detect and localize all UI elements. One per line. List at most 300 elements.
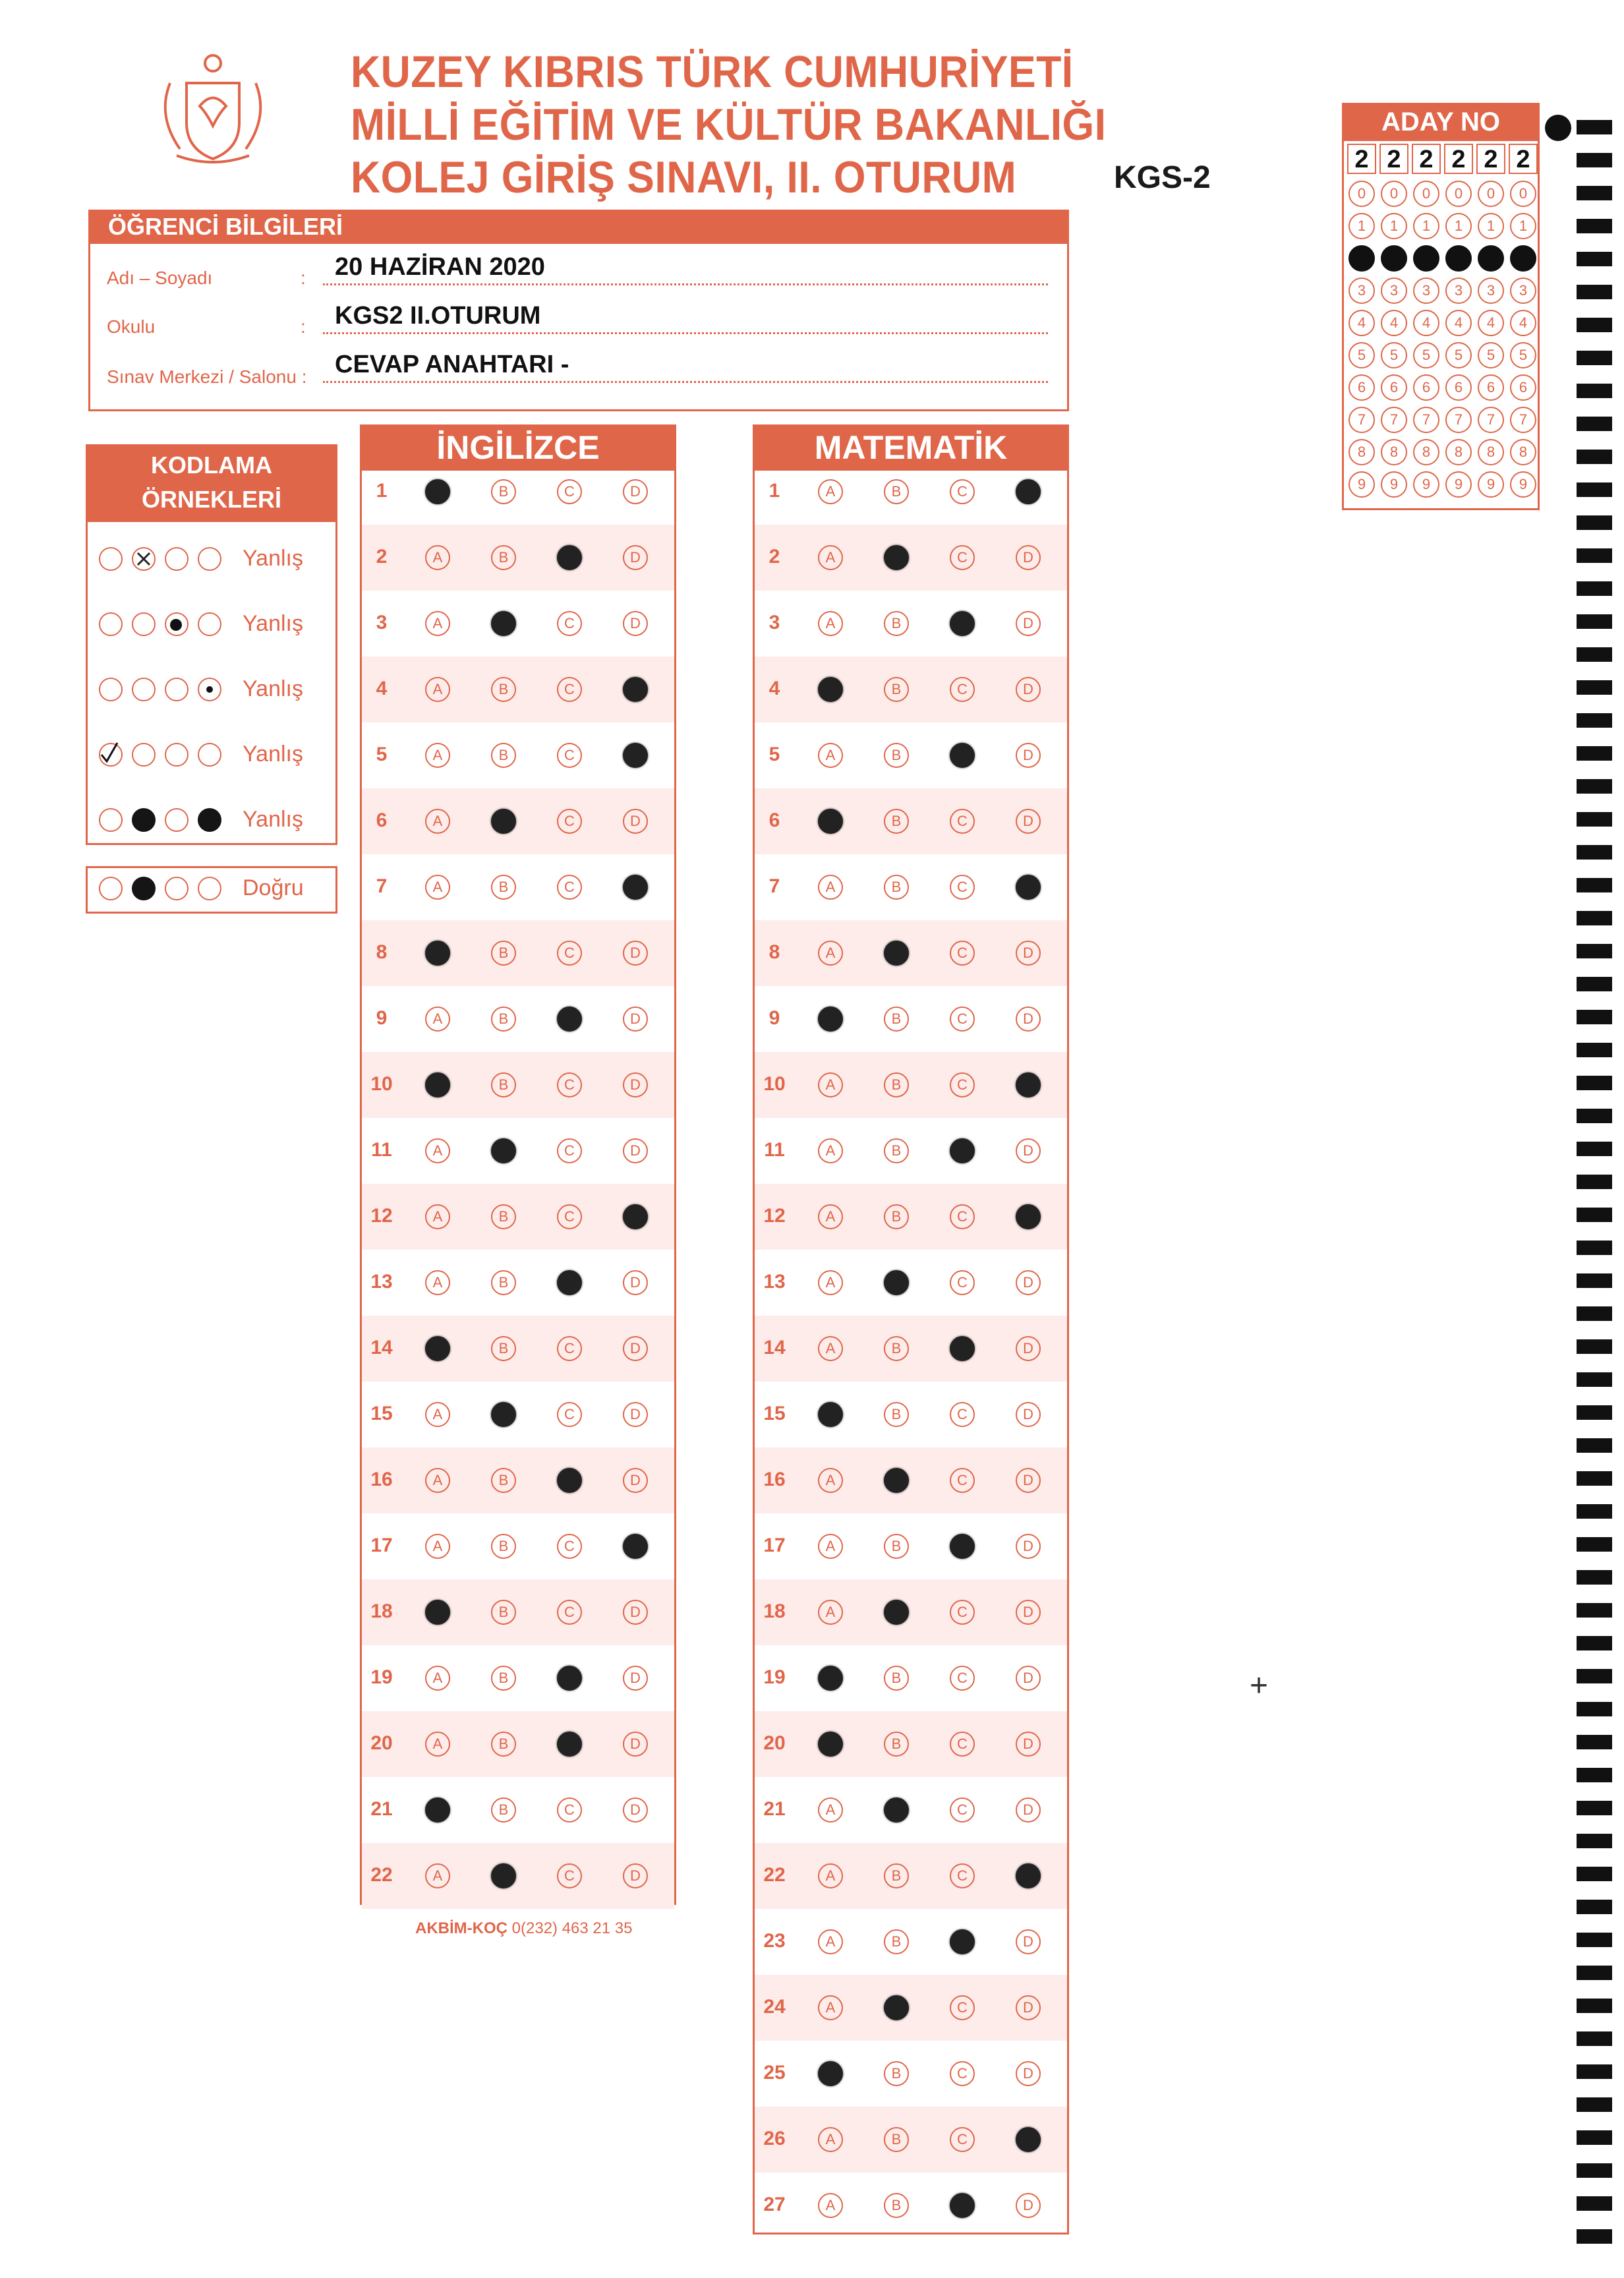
answer-bubble-c[interactable] (950, 1138, 975, 1163)
answer-bubble-c[interactable]: C (950, 677, 975, 702)
candidate-digit-bubble[interactable]: 3 (1445, 277, 1472, 304)
answer-bubble-a[interactable] (818, 1732, 843, 1757)
answer-bubble-b[interactable]: B (491, 1732, 516, 1757)
answer-bubble-c[interactable]: C (557, 1138, 582, 1163)
candidate-digit-bubble[interactable]: 8 (1381, 439, 1407, 465)
answer-bubble-c[interactable]: C (950, 1204, 975, 1229)
candidate-digit-bubble[interactable]: 0 (1348, 181, 1375, 207)
answer-bubble-c[interactable]: C (557, 809, 582, 834)
answer-bubble-d[interactable]: D (1016, 611, 1041, 636)
question-number: 7 (768, 875, 780, 897)
answer-bubble-c[interactable]: C (950, 1468, 975, 1493)
answer-bubble-d[interactable]: D (1016, 1797, 1041, 1823)
answer-bubble-a[interactable]: A (425, 1402, 450, 1427)
answer-bubble-c[interactable]: C (557, 1863, 582, 1888)
answer-bubble-c[interactable]: C (950, 941, 975, 966)
answer-bubble-b[interactable]: B (491, 1534, 516, 1559)
answer-bubble-b[interactable]: B (491, 1336, 516, 1361)
answer-bubble-b[interactable]: B (884, 1007, 909, 1032)
answer-bubble-b[interactable] (884, 941, 909, 966)
answer-bubble-a[interactable]: A (425, 875, 450, 900)
math-question-row (755, 1316, 1067, 1382)
answer-bubble-d[interactable]: D (623, 1666, 648, 1691)
candidate-digit-bubble[interactable] (1478, 245, 1504, 272)
candidate-digit-bubble[interactable]: 1 (1413, 213, 1439, 239)
answer-bubble-a[interactable]: A (818, 875, 843, 900)
candidate-digit-bubble[interactable]: 4 (1478, 310, 1504, 336)
question-number: 22 (370, 1864, 393, 1886)
question-number: 10 (763, 1073, 786, 1095)
candidate-digit-bubble[interactable]: 9 (1381, 471, 1407, 498)
answer-bubble-a[interactable] (818, 1402, 843, 1427)
answer-bubble-c[interactable]: C (557, 677, 582, 702)
question-number: 16 (370, 1469, 393, 1490)
answer-bubble-c[interactable]: C (950, 1863, 975, 1888)
answer-bubble-b[interactable]: B (491, 1204, 516, 1229)
answer-bubble-d[interactable]: D (623, 1732, 648, 1757)
answer-bubble-a[interactable] (425, 941, 450, 966)
answer-bubble-c[interactable]: C (557, 479, 582, 504)
candidate-digit-bubble[interactable]: 4 (1348, 310, 1375, 336)
answer-bubble-c[interactable] (557, 1007, 582, 1032)
answer-bubble-b[interactable]: B (884, 1336, 909, 1361)
answer-bubble-c[interactable]: C (950, 2127, 975, 2152)
answer-bubble-b[interactable] (491, 809, 516, 834)
title-line-2: MİLLİ EĞİTİM VE KÜLTÜR BAKANLIĞI (351, 100, 1107, 150)
candidate-digit-bubble[interactable]: 6 (1510, 374, 1536, 401)
answer-bubble-c[interactable] (950, 2193, 975, 2218)
answer-bubble-a[interactable] (425, 1072, 450, 1097)
name-field[interactable]: 20 HAZİRAN 2020 (335, 253, 545, 281)
answer-bubble-d[interactable]: D (623, 1072, 648, 1097)
answer-bubble-c[interactable]: C (950, 1797, 975, 1823)
answer-bubble-b[interactable] (884, 1468, 909, 1493)
math-question-row (755, 2107, 1067, 2173)
answer-bubble-d[interactable]: D (623, 1863, 648, 1888)
answer-bubble-d[interactable]: D (623, 1600, 648, 1625)
answer-bubble-c[interactable]: C (557, 941, 582, 966)
answer-bubble-d[interactable]: D (1016, 1600, 1041, 1625)
answer-bubble-d[interactable] (623, 1534, 648, 1559)
answer-bubble-d[interactable]: D (623, 545, 648, 570)
answer-bubble-b[interactable]: B (491, 1270, 516, 1295)
answer-bubble-b[interactable]: B (491, 941, 516, 966)
candidate-digit-bubble[interactable] (1510, 245, 1536, 272)
candidate-digit-bubble[interactable]: 9 (1510, 471, 1536, 498)
answer-bubble-d[interactable]: D (1016, 941, 1041, 966)
example-bubble-empty (198, 743, 221, 767)
center-field[interactable]: CEVAP ANAHTARI - (335, 351, 569, 378)
answer-bubble-a[interactable]: A (818, 2127, 843, 2152)
answer-bubble-b[interactable]: B (491, 1007, 516, 1032)
candidate-digit-bubble[interactable]: 3 (1348, 277, 1375, 304)
candidate-digit-bubble[interactable]: 9 (1478, 471, 1504, 498)
answer-bubble-a[interactable]: A (818, 1468, 843, 1493)
candidate-digit-bubble[interactable]: 6 (1381, 374, 1407, 401)
answer-bubble-d[interactable]: D (1016, 1929, 1041, 1954)
answer-bubble-c[interactable]: C (557, 1600, 582, 1625)
candidate-digit-bubble[interactable]: 3 (1381, 277, 1407, 304)
candidate-digit-bubble[interactable]: 5 (1445, 342, 1472, 368)
answer-bubble-a[interactable]: A (818, 545, 843, 570)
answer-bubble-a[interactable]: A (818, 743, 843, 768)
answer-bubble-c[interactable]: C (950, 1732, 975, 1757)
candidate-digit-bubble[interactable]: 8 (1413, 439, 1439, 465)
math-question-row (755, 1777, 1067, 1843)
candidate-digit-bubble[interactable]: 0 (1445, 181, 1472, 207)
answer-bubble-c[interactable] (950, 611, 975, 636)
answer-bubble-d[interactable] (1016, 1072, 1041, 1097)
answer-bubble-d[interactable]: D (623, 1007, 648, 1032)
timing-mark (1577, 944, 1612, 958)
answer-bubble-c[interactable]: C (950, 875, 975, 900)
crest-icon (150, 44, 276, 169)
answer-bubble-a[interactable]: A (425, 677, 450, 702)
answer-bubble-a[interactable]: A (818, 1534, 843, 1559)
answer-bubble-a[interactable]: A (818, 1929, 843, 1954)
answer-bubble-a[interactable]: A (425, 545, 450, 570)
answer-bubble-a[interactable] (425, 479, 450, 504)
english-question-row (362, 986, 674, 1052)
answer-bubble-d[interactable]: D (623, 1138, 648, 1163)
answer-bubble-b[interactable] (491, 1138, 516, 1163)
question-number: 7 (376, 875, 388, 897)
question-number: 17 (370, 1534, 393, 1556)
answer-bubble-d[interactable] (1016, 479, 1041, 504)
answer-bubble-a[interactable]: A (425, 1204, 450, 1229)
candidate-digit-bubble[interactable]: 8 (1445, 439, 1472, 465)
candidate-digit-box[interactable]: 2 (1379, 144, 1408, 174)
candidate-digit-bubble[interactable]: 7 (1413, 407, 1439, 433)
english-question-row (362, 788, 674, 854)
answer-bubble-b[interactable] (884, 545, 909, 570)
answer-bubble-a[interactable]: A (425, 1138, 450, 1163)
answer-bubble-d[interactable]: D (623, 611, 648, 636)
answer-bubble-a[interactable] (818, 2061, 843, 2086)
answer-bubble-a[interactable] (425, 1600, 450, 1625)
math-question-row (755, 1843, 1067, 1909)
candidate-digit-bubble[interactable]: 7 (1478, 407, 1504, 433)
candidate-digit-bubble[interactable]: 5 (1381, 342, 1407, 368)
math-question-row (755, 1579, 1067, 1645)
answer-bubble-c[interactable]: C (950, 479, 975, 504)
answer-bubble-c[interactable] (557, 1270, 582, 1295)
candidate-digit-bubble[interactable]: 8 (1478, 439, 1504, 465)
candidate-digit-bubble[interactable] (1381, 245, 1407, 272)
answer-bubble-d[interactable]: D (1016, 1336, 1041, 1361)
answer-bubble-c[interactable]: C (950, 1402, 975, 1427)
answer-bubble-b[interactable]: B (884, 1666, 909, 1691)
answer-bubble-a[interactable]: A (425, 809, 450, 834)
answer-bubble-b[interactable]: B (884, 1929, 909, 1954)
answer-bubble-d[interactable]: D (623, 1270, 648, 1295)
timing-mark (1577, 1109, 1612, 1123)
answer-bubble-a[interactable]: A (425, 1534, 450, 1559)
answer-bubble-c[interactable]: C (950, 2061, 975, 2086)
candidate-digit-bubble[interactable]: 3 (1510, 277, 1536, 304)
answer-bubble-d[interactable]: D (623, 1797, 648, 1823)
answer-bubble-b[interactable]: B (884, 809, 909, 834)
answer-bubble-b[interactable]: B (884, 875, 909, 900)
answer-bubble-a[interactable]: A (818, 1336, 843, 1361)
candidate-digit-bubble[interactable]: 7 (1445, 407, 1472, 433)
printer-brand: AKBİM-KOÇ (415, 1919, 508, 1937)
math-question-row (755, 1382, 1067, 1447)
answer-bubble-c[interactable]: C (950, 1666, 975, 1691)
candidate-digit-bubble[interactable] (1348, 245, 1375, 272)
answer-bubble-d[interactable]: D (623, 1336, 648, 1361)
answer-bubble-d[interactable]: D (1016, 1138, 1041, 1163)
candidate-digit-bubble[interactable]: 9 (1348, 471, 1375, 498)
answer-bubble-c[interactable]: C (557, 1204, 582, 1229)
candidate-digit-bubble[interactable]: 7 (1510, 407, 1536, 433)
answer-bubble-d[interactable]: D (1016, 1732, 1041, 1757)
answer-bubble-a[interactable]: A (425, 1863, 450, 1888)
timing-mark (1577, 1043, 1612, 1057)
answer-bubble-d[interactable]: D (623, 479, 648, 504)
answer-bubble-b[interactable]: B (884, 2193, 909, 2218)
answer-bubble-a[interactable]: A (818, 1204, 843, 1229)
answer-bubble-b[interactable]: B (491, 1797, 516, 1823)
candidate-digit-bubble[interactable]: 0 (1510, 181, 1536, 207)
candidate-digit-bubble[interactable]: 4 (1510, 310, 1536, 336)
answer-bubble-a[interactable] (818, 677, 843, 702)
answer-bubble-a[interactable]: A (818, 479, 843, 504)
answer-bubble-a[interactable]: A (818, 611, 843, 636)
answer-bubble-c[interactable]: C (950, 1007, 975, 1032)
answer-bubble-a[interactable]: A (818, 1995, 843, 2020)
answer-bubble-c[interactable]: C (950, 809, 975, 834)
answer-bubble-c[interactable] (950, 743, 975, 768)
answer-bubble-b[interactable] (884, 1270, 909, 1295)
answer-bubble-c[interactable]: C (557, 1402, 582, 1427)
candidate-digit-bubble[interactable]: 5 (1510, 342, 1536, 368)
candidate-digit-box[interactable]: 2 (1412, 144, 1441, 174)
answer-bubble-c[interactable]: C (950, 1270, 975, 1295)
answer-bubble-d[interactable]: D (1016, 1534, 1041, 1559)
answer-bubble-c[interactable]: C (557, 1534, 582, 1559)
candidate-digit-bubble[interactable]: 5 (1413, 342, 1439, 368)
candidate-digit-bubble[interactable]: 3 (1478, 277, 1504, 304)
answer-bubble-c[interactable]: C (557, 611, 582, 636)
timing-mark (1577, 1966, 1612, 1980)
candidate-digit-bubble[interactable]: 1 (1510, 213, 1536, 239)
answer-bubble-a[interactable]: A (425, 743, 450, 768)
answer-bubble-c[interactable]: C (950, 1600, 975, 1625)
answer-bubble-a[interactable]: A (425, 1468, 450, 1493)
answer-bubble-b[interactable]: B (491, 1600, 516, 1625)
answer-bubble-a[interactable]: A (425, 1666, 450, 1691)
answer-bubble-d[interactable]: D (1016, 1666, 1041, 1691)
answer-bubble-b[interactable]: B (884, 2127, 909, 2152)
answer-bubble-a[interactable] (818, 1666, 843, 1691)
answer-bubble-d[interactable] (1016, 2127, 1041, 2152)
answer-bubble-b[interactable]: B (884, 1138, 909, 1163)
candidate-digit-box[interactable]: 2 (1509, 144, 1538, 174)
candidate-digit-box[interactable]: 2 (1347, 144, 1376, 174)
candidate-digit-bubble[interactable]: 6 (1478, 374, 1504, 401)
answer-bubble-c[interactable] (950, 1534, 975, 1559)
answer-bubble-d[interactable] (1016, 1863, 1041, 1888)
question-number: 4 (376, 678, 388, 699)
candidate-digit-bubble[interactable]: 8 (1348, 439, 1375, 465)
answer-bubble-b[interactable]: B (491, 1072, 516, 1097)
candidate-digit-bubble[interactable]: 7 (1381, 407, 1407, 433)
answer-bubble-d[interactable]: D (1016, 1007, 1041, 1032)
answer-bubble-a[interactable] (425, 1336, 450, 1361)
candidate-digit-bubble[interactable]: 0 (1478, 181, 1504, 207)
answer-bubble-b[interactable]: B (491, 479, 516, 504)
candidate-digit-bubble[interactable]: 1 (1381, 213, 1407, 239)
answer-bubble-d[interactable]: D (623, 1468, 648, 1493)
answer-bubble-b[interactable] (884, 1995, 909, 2020)
answer-bubble-c[interactable]: C (950, 1995, 975, 2020)
answer-bubble-d[interactable]: D (1016, 1270, 1041, 1295)
math-title: MATEMATİK (753, 424, 1069, 471)
example-bubble-empty (165, 678, 188, 701)
answer-bubble-c[interactable]: C (950, 1072, 975, 1097)
answer-bubble-b[interactable]: B (491, 1468, 516, 1493)
example-bubble-empty (165, 808, 188, 832)
answer-bubble-d[interactable]: D (623, 941, 648, 966)
answer-bubble-a[interactable] (818, 809, 843, 834)
answer-bubble-c[interactable] (557, 545, 582, 570)
answer-bubble-a[interactable]: A (425, 1007, 450, 1032)
question-number: 14 (370, 1337, 393, 1358)
answer-bubble-d[interactable]: D (1016, 743, 1041, 768)
answer-bubble-b[interactable]: B (884, 2061, 909, 2086)
candidate-digit-bubble[interactable]: 0 (1413, 181, 1439, 207)
candidate-digit-bubble[interactable]: 9 (1445, 471, 1472, 498)
answer-bubble-b[interactable] (884, 1600, 909, 1625)
answer-bubble-d[interactable]: D (623, 809, 648, 834)
candidate-digit-bubble[interactable]: 1 (1445, 213, 1472, 239)
candidate-digit-bubble[interactable]: 5 (1478, 342, 1504, 368)
answer-bubble-a[interactable] (425, 1797, 450, 1823)
answer-bubble-d[interactable]: D (1016, 545, 1041, 570)
answer-bubble-b[interactable]: B (884, 479, 909, 504)
candidate-digit-bubble[interactable]: 0 (1381, 181, 1407, 207)
school-field[interactable]: KGS2 II.OTURUM (335, 302, 541, 330)
answer-bubble-c[interactable]: C (557, 875, 582, 900)
candidate-digit-bubble[interactable]: 1 (1348, 213, 1375, 239)
answer-bubble-d[interactable] (623, 875, 648, 900)
answer-bubble-a[interactable]: A (818, 941, 843, 966)
candidate-digit-bubble[interactable]: 1 (1478, 213, 1504, 239)
answer-bubble-b[interactable]: B (491, 545, 516, 570)
answer-bubble-d[interactable]: D (1016, 1468, 1041, 1493)
answer-bubble-d[interactable]: D (1016, 677, 1041, 702)
timing-mark (1577, 351, 1612, 365)
answer-bubble-c[interactable] (557, 1468, 582, 1493)
candidate-digit-bubble[interactable]: 8 (1510, 439, 1536, 465)
answer-bubble-d[interactable]: D (1016, 1402, 1041, 1427)
answer-bubble-c[interactable] (950, 1336, 975, 1361)
answer-bubble-a[interactable]: A (425, 1270, 450, 1295)
answer-bubble-d[interactable] (623, 1204, 648, 1229)
timing-mark (1577, 1504, 1612, 1519)
answer-bubble-c[interactable] (557, 1666, 582, 1691)
answer-bubble-a[interactable]: A (818, 1863, 843, 1888)
answer-bubble-c[interactable]: C (557, 1797, 582, 1823)
answer-bubble-b[interactable]: B (884, 743, 909, 768)
answer-bubble-a[interactable]: A (818, 1138, 843, 1163)
question-number: 5 (376, 744, 388, 765)
question-number: 15 (763, 1403, 786, 1424)
candidate-digit-bubble[interactable]: 9 (1413, 471, 1439, 498)
answer-bubble-c[interactable]: C (950, 545, 975, 570)
answer-bubble-c[interactable] (950, 1929, 975, 1954)
candidate-digit-bubble[interactable]: 7 (1348, 407, 1375, 433)
answer-bubble-d[interactable] (1016, 875, 1041, 900)
answer-bubble-b[interactable]: B (884, 611, 909, 636)
answer-bubble-b[interactable] (491, 611, 516, 636)
answer-bubble-b[interactable]: B (491, 875, 516, 900)
candidate-digit-box[interactable]: 2 (1476, 144, 1505, 174)
candidate-digit-box[interactable]: 2 (1444, 144, 1473, 174)
answer-bubble-a[interactable] (818, 1007, 843, 1032)
answer-bubble-b[interactable]: B (884, 1402, 909, 1427)
answer-bubble-b[interactable]: B (884, 677, 909, 702)
example-bubble-dot (198, 678, 221, 701)
answer-bubble-d[interactable] (1016, 1204, 1041, 1229)
answer-bubble-a[interactable]: A (818, 1600, 843, 1625)
answer-bubble-a[interactable]: A (818, 1072, 843, 1097)
answer-bubble-b[interactable]: B (884, 1534, 909, 1559)
answer-bubble-b[interactable] (491, 1863, 516, 1888)
candidate-digit-bubble[interactable] (1413, 245, 1439, 272)
answer-bubble-c[interactable]: C (557, 1072, 582, 1097)
answer-bubble-b[interactable]: B (491, 677, 516, 702)
timing-mark (1577, 384, 1612, 398)
answer-bubble-a[interactable]: A (425, 1732, 450, 1757)
answer-bubble-d[interactable]: D (1016, 1995, 1041, 2020)
timing-mark (1577, 647, 1612, 662)
answer-bubble-b[interactable]: B (884, 1204, 909, 1229)
answer-bubble-d[interactable] (623, 743, 648, 768)
candidate-digit-bubble[interactable] (1445, 245, 1472, 272)
answer-bubble-d[interactable]: D (1016, 809, 1041, 834)
answer-bubble-a[interactable]: A (818, 1270, 843, 1295)
timing-mark (1577, 2064, 1612, 2079)
candidate-digit-bubble[interactable]: 4 (1413, 310, 1439, 336)
answer-bubble-b[interactable] (491, 1402, 516, 1427)
candidate-digit-bubble[interactable]: 6 (1445, 374, 1472, 401)
answer-bubble-d[interactable]: D (1016, 2193, 1041, 2218)
candidate-digit-bubble[interactable]: 3 (1413, 277, 1439, 304)
answer-bubble-b[interactable]: B (884, 1072, 909, 1097)
candidate-digit-bubble[interactable]: 6 (1348, 374, 1375, 401)
answer-bubble-b[interactable]: B (491, 1666, 516, 1691)
answer-bubble-b[interactable] (884, 1797, 909, 1823)
answer-bubble-c[interactable]: C (557, 1336, 582, 1361)
answer-bubble-a[interactable]: A (818, 1797, 843, 1823)
candidate-digit-bubble[interactable]: 4 (1445, 310, 1472, 336)
candidate-digit-bubble[interactable]: 5 (1348, 342, 1375, 368)
answer-bubble-d[interactable]: D (623, 1402, 648, 1427)
answer-bubble-c[interactable] (557, 1732, 582, 1757)
candidate-digit-bubble[interactable]: 6 (1413, 374, 1439, 401)
answer-bubble-a[interactable]: A (818, 2193, 843, 2218)
answer-bubble-d[interactable]: D (1016, 2061, 1041, 2086)
answer-bubble-c[interactable]: C (557, 743, 582, 768)
answer-bubble-b[interactable]: B (884, 1863, 909, 1888)
answer-bubble-b[interactable]: B (884, 1732, 909, 1757)
answer-bubble-d[interactable] (623, 677, 648, 702)
answer-bubble-b[interactable]: B (491, 743, 516, 768)
candidate-digit-bubble[interactable]: 4 (1381, 310, 1407, 336)
answer-bubble-a[interactable]: A (425, 611, 450, 636)
